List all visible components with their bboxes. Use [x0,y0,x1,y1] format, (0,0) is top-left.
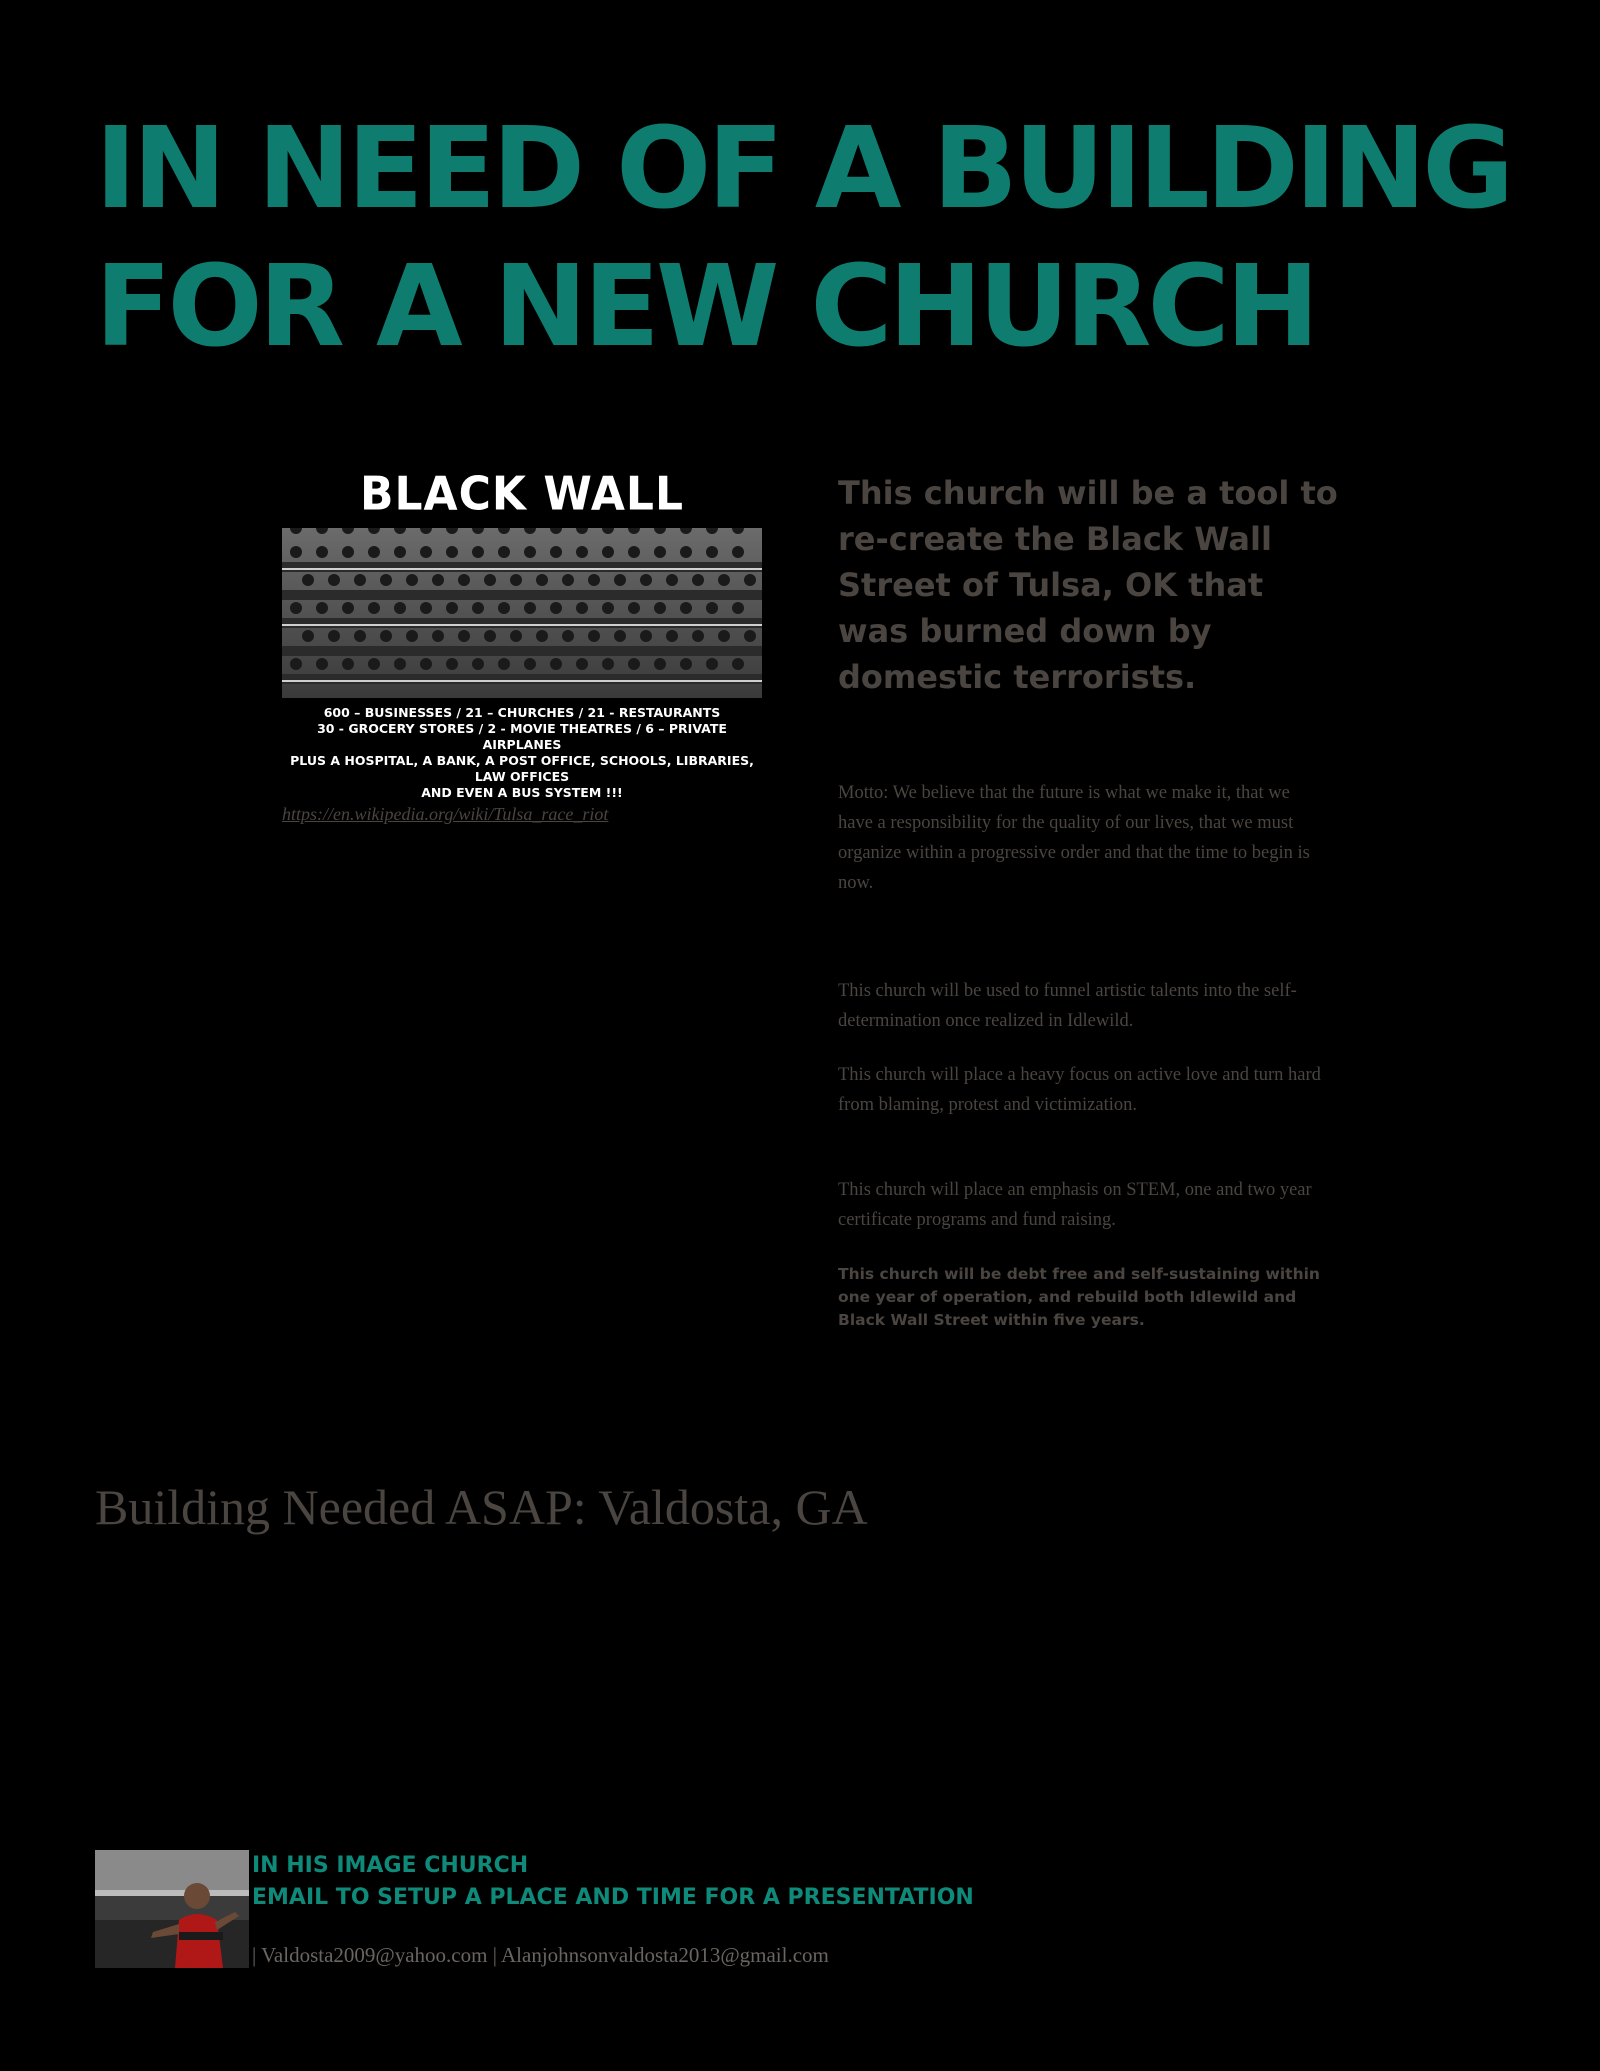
wikipedia-link[interactable]: https://en.wikipedia.org/wiki/Tulsa_race_riot [282,804,609,824]
caption-line: PLUS A HOSPITAL, A BANK, A POST OFFICE, SCHOOLS, LIBRARIES, LAW OFFICES [290,753,754,784]
debt-free-paragraph: This church will be debt free and self-sustaining within one year of operation, and rebuild both Idlewild and Black Wall Street within five years. [838,1265,1320,1329]
footer-org [252,1850,974,1914]
love-paragraph: This church will place a heavy focus on active love and turn hard from blaming, protest and victimization. [838,1065,1321,1115]
black-wall-street-poster [280,467,764,800]
stem-paragraph: This church will place an emphasis on STEM, one and two year certificate programs and fund raising. [838,1180,1312,1230]
poster-headline: BLACK WALL [359,467,684,521]
group-photo [282,528,762,698]
poster-caption [280,705,764,801]
title-line-1: IN NEED OF A BUILDING [95,104,1511,234]
building-needed-heading: Building Needed ASAP: Valdosta, GA [95,1479,868,1535]
contact-emails[interactable]: | Valdosta2009@yahoo.com | Alanjohnsonvaldosta2013@gmail.com [252,1943,829,1967]
org-name: IN HIS IMAGE CHURCH [252,1853,529,1878]
caption-line: AND EVEN A BUS SYSTEM !!! [421,785,623,800]
avatar [95,1850,249,1968]
caption-line: 600 – BUSINESSES / 21 – CHURCHES / 21 - RESTAURANTS [323,705,721,720]
lead-statement: This church will be a tool to re-create the Black Wall Street of Tulsa, OK that was burned down by domestic terrorists. [838,474,1338,696]
artistic-paragraph: This church will be used to funnel artistic talents into the self-determination once realized in Idlewild. [838,981,1297,1031]
page-title [95,100,1515,376]
caption-line: 30 - GROCERY STORES / 2 - MOVIE THEATRES / 6 – PRIVATE AIRPLANES [317,721,727,752]
presentation-cta: EMAIL TO SETUP A PLACE AND TIME FOR A PRESENTATION [252,1885,974,1910]
title-line-2: FOR A NEW CHURCH [95,242,1316,372]
motto-paragraph: Motto: We believe that the future is what we make it, that we have a responsibility for the quality of our lives, that we must organize within a progressive order and that the time to begin is now. [838,783,1310,893]
